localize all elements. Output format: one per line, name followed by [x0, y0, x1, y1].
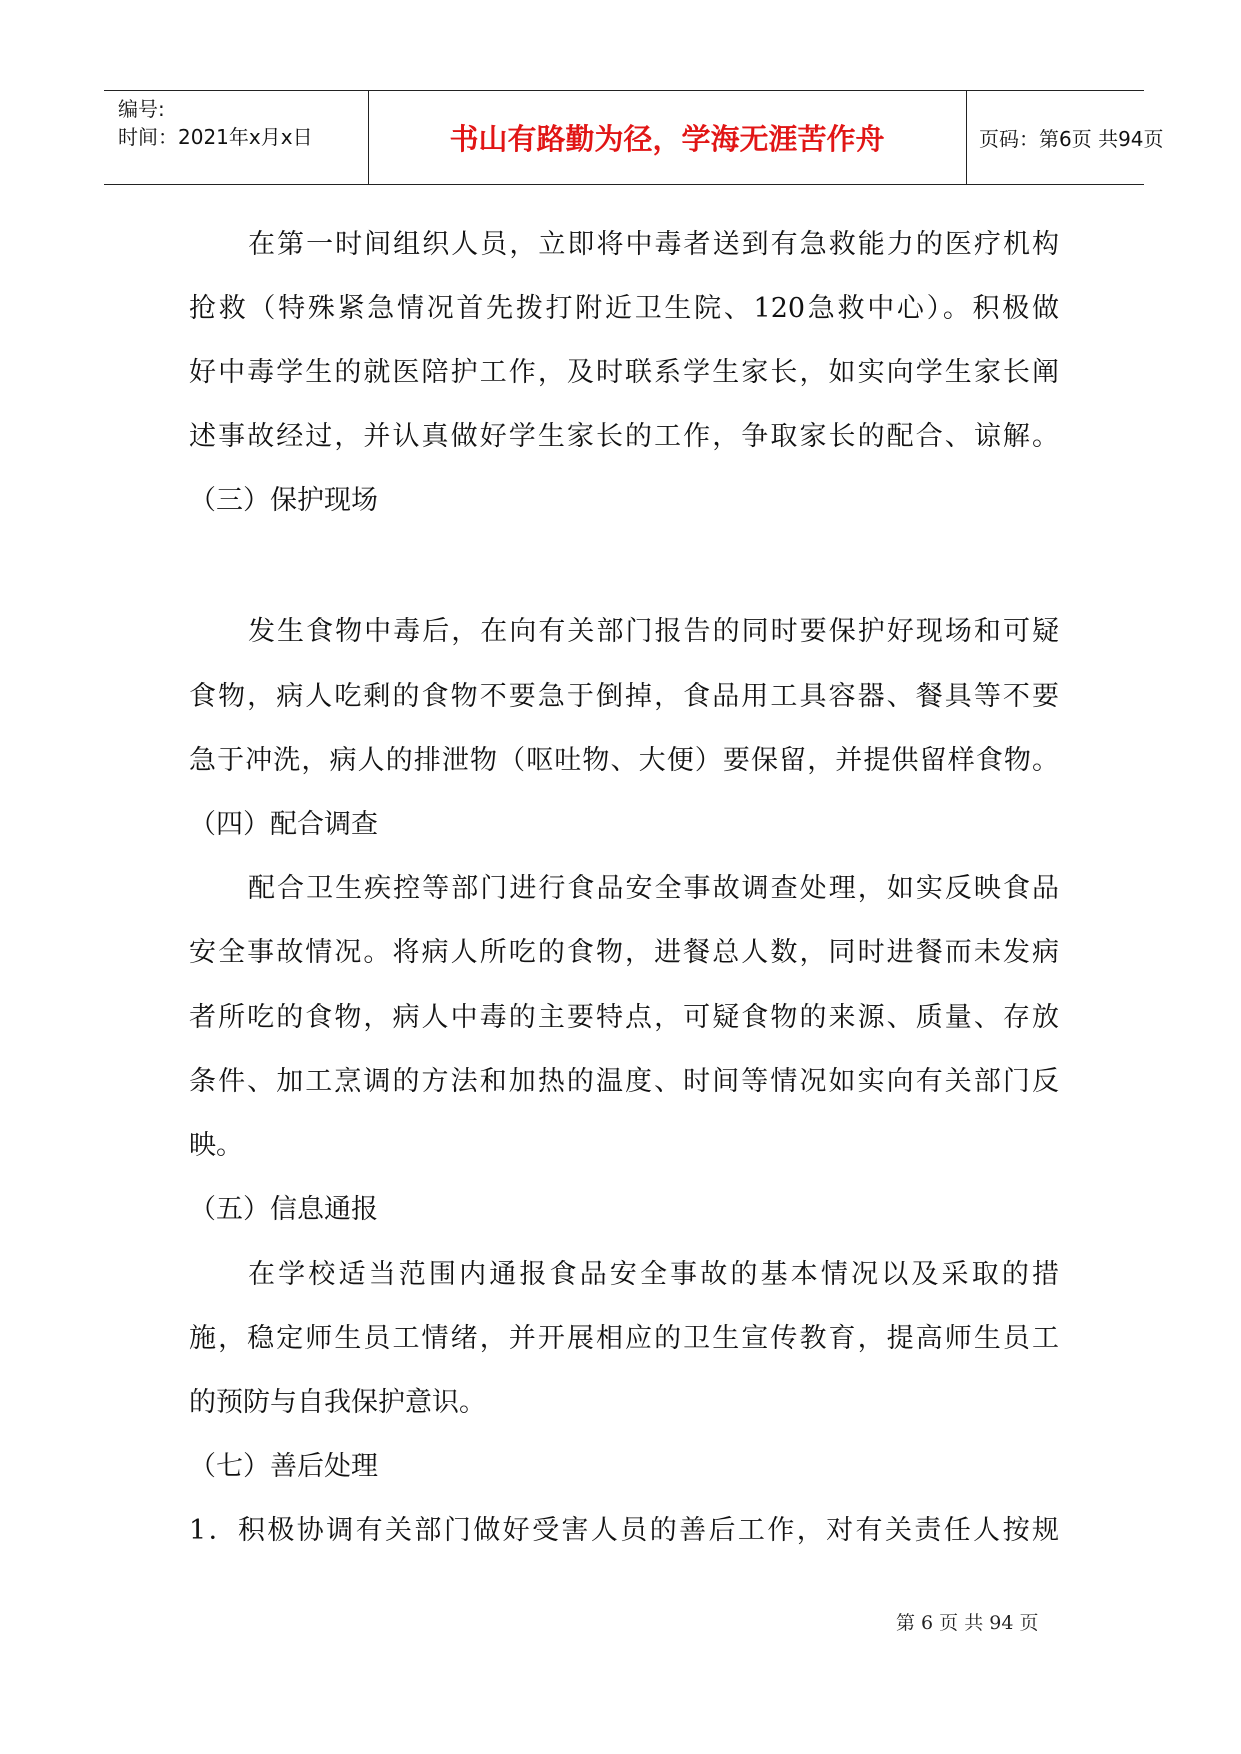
body-line: 食物，病人吃剩的食物不要急于倒掉，食品用工具容器、餐具等不要	[189, 681, 1059, 712]
body-line: 好中毒学生的就医陪护工作，及时联系学生家长，如实向学生家长阐	[189, 357, 1059, 388]
body-line: 急于冲洗，病人的排泄物（呕吐物、大便）要保留，并提供留样食物。	[189, 745, 1059, 776]
section-heading: （三）保护现场	[189, 485, 378, 516]
section-heading: （五）信息通报	[189, 1194, 378, 1225]
body-line: 条件、加工烹调的方法和加热的温度、时间等情况如实向有关部门反	[189, 1066, 1059, 1097]
body-line: 在学校适当范围内通报食品安全事故的基本情况以及采取的措	[248, 1259, 1059, 1290]
body-line: 抢救（特殊紧急情况首先拨打附近卫生院、120急救中心）。积极做	[189, 293, 1059, 324]
body-line: 者所吃的食物，病人中毒的主要特点，可疑食物的来源、质量、存放	[189, 1002, 1059, 1033]
section-heading: （四）配合调查	[189, 809, 378, 840]
code-label: 编号:	[118, 97, 165, 121]
header-motto: 书山有路勤为径，学海无涯苦作舟	[449, 122, 885, 156]
body-line: 施，稳定师生员工情绪，并开展相应的卫生宣传教育，提高师生员工	[189, 1323, 1059, 1354]
body-line: 在第一时间组织人员，立即将中毒者送到有急救能力的医疗机构	[248, 229, 1059, 260]
section-heading: （七）善后处理	[189, 1451, 378, 1482]
body-line: 述事故经过，并认真做好学生家长的工作，争取家长的配合、谅解。	[189, 421, 1059, 452]
body-line: 配合卫生疾控等部门进行食品安全事故调查处理，如实反映食品	[248, 873, 1059, 904]
body-line: 的预防与自我保护意识。	[189, 1387, 486, 1418]
time-label: 时间：2021年x月x日	[118, 125, 313, 149]
body-line: 映。	[189, 1130, 243, 1161]
header-meta	[118, 95, 368, 151]
body-line: 发生食物中毒后，在向有关部门报告的同时要保护好现场和可疑	[248, 616, 1059, 647]
header-page-info: 页码：第6页 共94页	[979, 127, 1164, 151]
body-line: 安全事故情况。将病人所吃的食物，进餐总人数，同时进餐而未发病	[189, 937, 1059, 968]
header-divider-right	[966, 91, 967, 184]
page-header	[104, 90, 1164, 185]
body-line: 1．积极协调有关部门做好受害人员的善后工作，对有关责任人按规	[189, 1515, 1059, 1546]
page-footer: 第 6 页 共 94 页	[896, 1612, 1039, 1634]
